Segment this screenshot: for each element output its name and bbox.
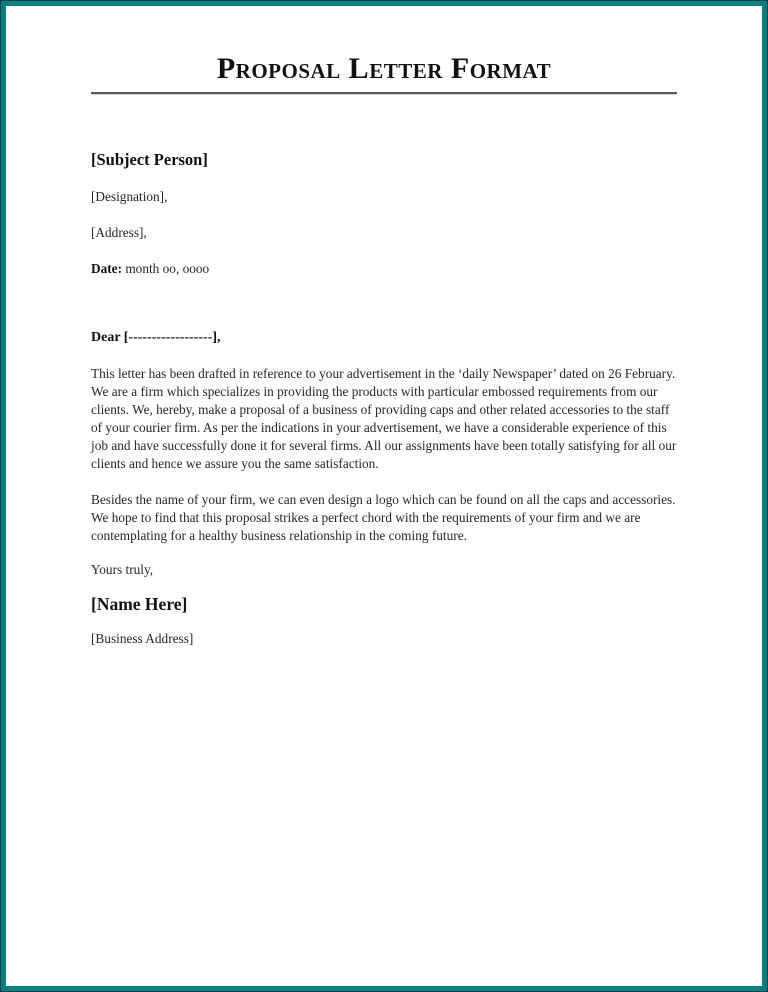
body-paragraph-2: Besides the name of your firm, we can even design a logo which can be found on all the caps and accessories. We hope to find that this proposal strikes a perfect chord with the requirements of your firm and we are contemplating for a healthy business relationship in the coming future.: [91, 492, 676, 543]
recipient-address-placeholder: [Address],: [91, 225, 147, 240]
salutation-line: Dear [------------------],: [91, 330, 221, 345]
closing-line: Yours truly,: [91, 562, 154, 577]
recipient-designation-placeholder: [Designation],: [91, 189, 168, 204]
page-title: Proposal Letter Format: [216, 52, 552, 85]
date-value: month oo, oooo: [122, 261, 210, 276]
recipient-name-placeholder: [Subject Person]: [91, 150, 208, 169]
title-block: [91, 6, 677, 95]
letter-page: [6, 6, 762, 986]
body-paragraph-1: This letter has been drafted in reference to your advertisement in the ‘daily Newspaper’ dated on 26 February. We are a firm which specializes in providing the products with particular embossed requirements from our clients. We, hereby, make a proposal of a business of providing caps and other related accessories to the staff of your courier firm. As per the indications in your advertisement, we have a considerable experience of this job and have successfully done it for several firms. All our assignments have been totally satisfying for all our clients and hence we assure you the same satisfaction.: [91, 366, 677, 471]
sender-name-placeholder: [Name Here]: [91, 594, 188, 614]
date-line: [91, 259, 677, 278]
date-label: Date:: [91, 261, 123, 276]
sender-address-placeholder: [Business Address]: [91, 631, 194, 646]
letter-body: [91, 150, 677, 648]
page-border-frame: [1, 1, 767, 991]
title-underline-rule: [91, 92, 677, 95]
